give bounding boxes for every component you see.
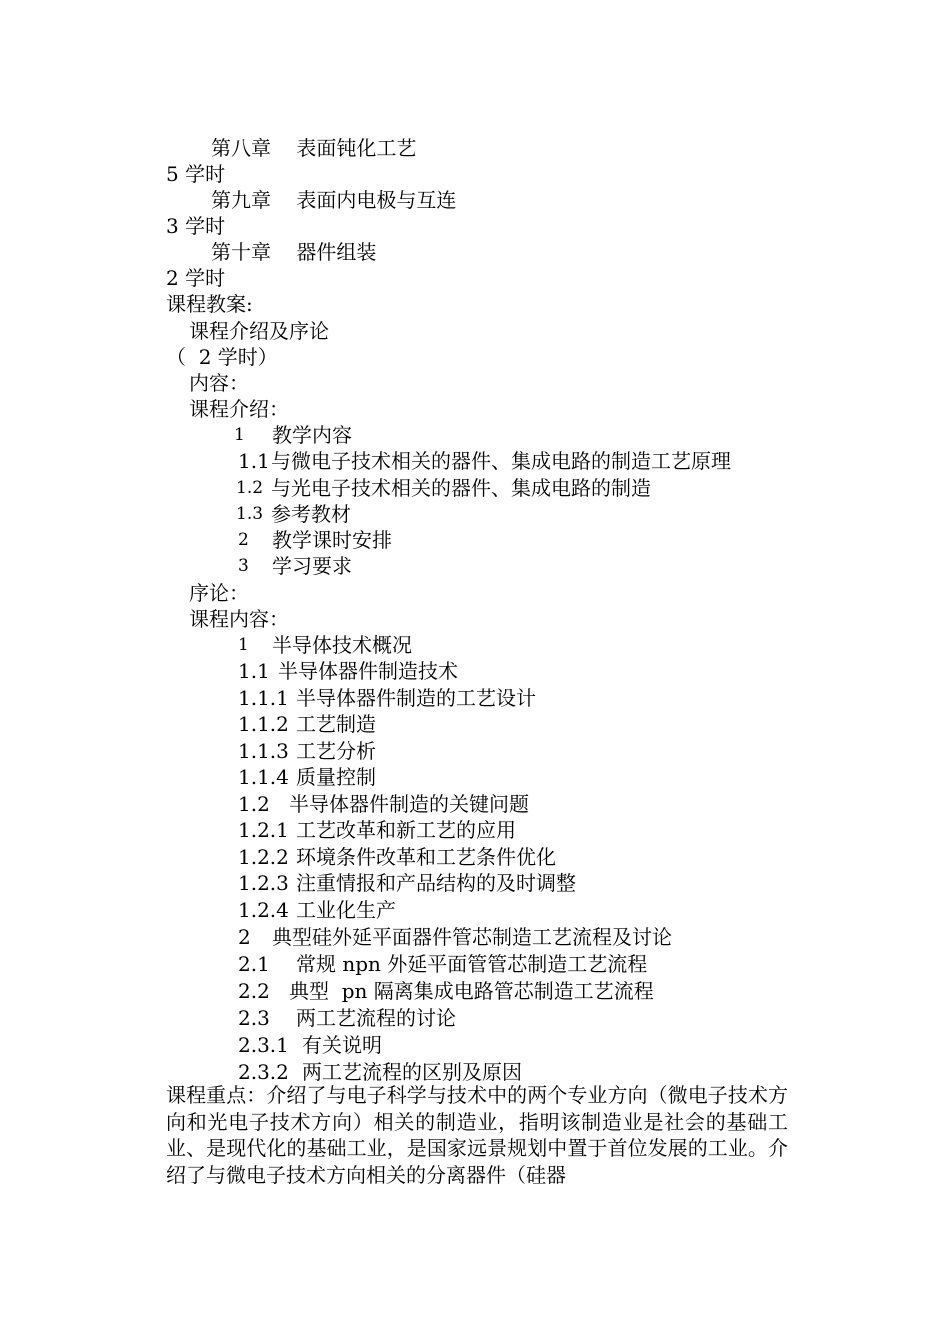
content-item-num: 1.1.1	[238, 686, 289, 710]
content-item-num: 2.3.2	[238, 1060, 289, 1084]
content-item-num: 1	[238, 635, 249, 655]
content-item-text: 半导体器件制造技术	[278, 659, 458, 683]
content-item-num: 1.1.3	[238, 739, 289, 763]
chapter-10-title: 第十章 器件组装	[211, 240, 377, 264]
intro-item-text: 学习要求	[272, 554, 352, 578]
intro-item-text: 参考教材	[271, 502, 351, 526]
content-item-num: 2.3	[238, 1006, 270, 1030]
chapter-8-hours: 5 学时	[166, 162, 226, 186]
content-item-text: 两工艺流程的讨论	[296, 1006, 456, 1030]
content-item-text: 工业化生产	[296, 898, 396, 922]
content-label: 内容：	[189, 371, 249, 395]
content-item-text: 半导体技术概况	[272, 633, 412, 657]
chapter-9-hours: 3 学时	[166, 214, 226, 238]
content-item-num: 1.2.1	[238, 818, 289, 842]
content-item-text: 有关说明	[302, 1033, 382, 1057]
content-item-num: 2.2	[238, 979, 270, 1003]
content-item-text: 常规 npn 外延平面管管芯制造工艺流程	[296, 952, 648, 976]
preface-label: 序论：	[189, 581, 249, 605]
lesson-plan-heading: 课程教案:	[166, 292, 253, 316]
content-item-num: 1.2.3	[238, 871, 289, 895]
intro-item-num: 1.2	[236, 478, 264, 498]
content-item-num: 1.2.4	[238, 898, 289, 922]
intro-item-num: 3	[238, 556, 249, 576]
intro-item-num: 1.1	[238, 449, 270, 473]
chapter-9-title: 第九章 表面内电极与互连	[211, 188, 457, 212]
content-item-num: 2	[238, 925, 251, 949]
content-item-text: 两工艺流程的区别及原因	[302, 1060, 522, 1084]
course-content-label: 课程内容：	[189, 607, 289, 631]
content-item-text: 环境条件改革和工艺条件优化	[296, 845, 556, 869]
intro-item-text: 与微电子技术相关的器件、集成电路的制造工艺原理	[271, 449, 731, 473]
lesson-hours: （ 2 学时）	[166, 345, 278, 369]
lesson-title: 课程介绍及序论	[189, 319, 329, 343]
content-item-num: 1.1.2	[238, 712, 289, 736]
content-item-num: 1.1	[238, 659, 270, 683]
content-item-text: 半导体器件制造的工艺设计	[296, 686, 536, 710]
content-item-text: 工艺分析	[296, 739, 376, 763]
content-item-num: 1.2.2	[238, 845, 289, 869]
intro-label: 课程介绍：	[189, 397, 289, 421]
intro-item-text: 与光电子技术相关的器件、集成电路的制造	[271, 476, 651, 500]
chapter-8-title: 第八章 表面钝化工艺	[211, 136, 417, 160]
content-item-text: 注重情报和产品结构的及时调整	[296, 871, 576, 895]
content-item-text: 典型 pn 隔离集成电路管芯制造工艺流程	[289, 979, 654, 1003]
content-item-num: 2.3.1	[238, 1033, 289, 1057]
chapter-10-hours: 2 学时	[166, 266, 226, 290]
content-item-text: 典型硅外延平面器件管芯制造工艺流程及讨论	[272, 925, 672, 949]
content-item-num: 1.1.4	[238, 765, 289, 789]
intro-item-num: 1.3	[236, 504, 264, 524]
content-item-text: 工艺改革和新工艺的应用	[296, 818, 516, 842]
content-item-num: 1.2	[238, 792, 270, 816]
content-item-text: 半导体器件制造的关键问题	[289, 792, 529, 816]
intro-item-num: 1	[234, 425, 245, 445]
content-item-text: 质量控制	[296, 765, 376, 789]
intro-item-num: 2	[238, 530, 249, 550]
content-item-num: 2.1	[238, 952, 270, 976]
intro-item-text: 教学内容	[272, 423, 352, 447]
content-item-text: 工艺制造	[296, 712, 376, 736]
course-focus-paragraph: 课程重点：介绍了与电子科学与技术中的两个专业方向（微电子技术方向和光电子技术方向）相关的制造业，指明该制造业是社会的基础工业、是现代化的基础工业，是国家远景规划中置于首位发展的工业。介绍了与微电子技术方向相关的分离器件（硅器	[166, 1083, 788, 1187]
intro-item-text: 教学课时安排	[272, 528, 392, 552]
